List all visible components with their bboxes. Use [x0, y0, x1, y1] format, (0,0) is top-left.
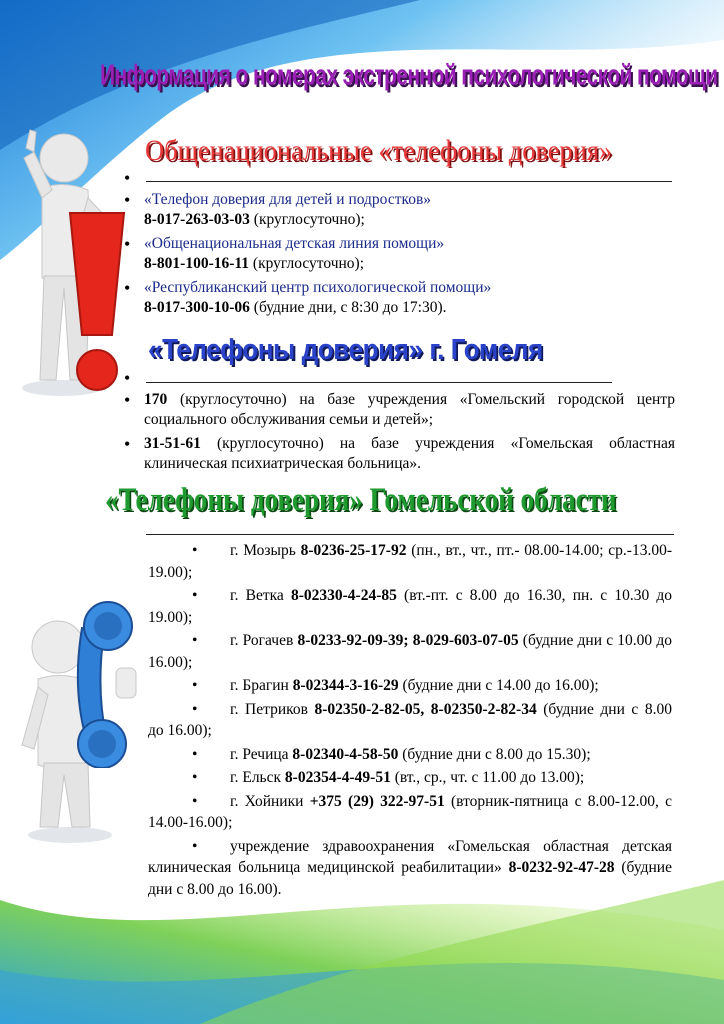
org-name: • «Общенациональная детская линия помощи» [144, 235, 445, 252]
phone-number: 8-02344-3-16-29 [292, 677, 399, 694]
list-item: • г. Брагин 8-02344-3-16-29 (будние дни с 14.00 до 16.00); [192, 677, 599, 694]
list-item: • г. Речица 8-02340-4-58-50 (будние дни с 8.00 до 15.30); [192, 745, 591, 763]
city-name: г. Петриков [230, 700, 315, 718]
section-heading-national: Общенациональные «телефоны доверия» [145, 134, 613, 167]
phone-note: (будние дни с 14.00 до 16.00); [398, 677, 599, 694]
phone-note: (будние дни с 10.00 до 16.00); [148, 632, 672, 671]
list-item [120, 278, 675, 318]
list-item: • учреждение здравоохранения «Гомельская областная детская клиническая больница медицинской реабилитации» 8-0232-92-47-28 (будние дни с 8.00 до 16.00). [148, 837, 672, 898]
phone-note: (будние дни с 8.00 до 16.00); [148, 700, 672, 739]
gomel-city-hotline-list [120, 368, 675, 478]
phone-note: (круглосуточно) на базе учреждения «Гомельская областная клиническая психиатрическая больница». [144, 435, 675, 472]
phone-number: 31-51-61 [144, 435, 201, 452]
phone-number: 8-0233-92-09-39; 8-029-603-07-05 [297, 632, 519, 649]
phone-note: (вт.-пт. с 8.00 до 16.30, пн. с 10.30 до 19.00); [148, 587, 673, 626]
national-hotline-list [120, 168, 675, 322]
section-heading-gomel-region: «Телефоны доверия» Гомельской области [105, 482, 617, 518]
city-name: г. Ветка [230, 587, 291, 604]
phone-number: 8-02340-4-58-50 [292, 745, 399, 763]
phone-note: (будние дни, с 8:30 до 17:30). [249, 299, 447, 316]
city-name: учреждение здравоохранения «Гомельская областная детская клиническая больница медицинской реабилитации» [148, 837, 672, 876]
list-item [120, 234, 675, 274]
list-item: • г. Рогачев 8-0233-92-09-39; 8-029-603-07-05 (будние дни с 10.00 до 16.00); [148, 632, 672, 671]
list-item [120, 434, 675, 474]
city-name: г. Рогачев [230, 632, 298, 649]
phone-note: (круглосуточно) на базе учреждения «Гомельский городской центр социального обслуживания семьи и детей»; [144, 391, 675, 428]
org-name: • «Республиканский центр психологической помощи» [144, 279, 492, 296]
list-item [120, 168, 675, 186]
phone-note: (круглосуточно); [249, 255, 365, 272]
main-title: Информация о номерах экстренной психологической помощи [100, 60, 718, 92]
phone-note: (пн., вт., чт., пт.- 08.00-14.00; ср.-13.00-19.00); [148, 542, 672, 581]
phone-number: 8-0236-25-17-92 [300, 542, 407, 559]
phone-note: (вторник-пятница с 8.00-12.00, с 14.00-16.00); [148, 792, 672, 831]
list-item: • г. Ветка 8-02330-4-24-85 (вт.-пт. с 8.00 до 16.30, пн. с 10.30 до 19.00); [148, 587, 673, 626]
phone-number: 8-02330-4-24-85 [290, 587, 397, 604]
city-name: г. Мозырь [230, 542, 301, 559]
section-heading-gomel-city: «Телефоны доверия» г. Гомеля [148, 334, 543, 366]
phone-number: 170 [144, 391, 168, 408]
gomel-region-hotline-list [148, 540, 672, 902]
list-item [120, 390, 675, 430]
phone-number: 8-02354-4-49-51 [284, 769, 391, 786]
phone-number: 8-0232-92-47-28 [508, 859, 615, 876]
city-name: г. Ельск [230, 769, 285, 786]
city-name: г. Брагин [230, 677, 293, 694]
phone-number: 8-017-300-10-06 [144, 299, 250, 316]
list-item: • г. Петриков 8-02350-2-82-05, 8-02350-2-82-34 (будние дни с 8.00 до 16.00); [148, 700, 672, 739]
phone-number: 8-801-100-16-11 [144, 255, 250, 272]
city-name: г. Хойники [230, 792, 310, 810]
org-name: • «Телефон доверия для детей и подростков» [144, 191, 432, 208]
city-name: г. Речица [230, 745, 293, 763]
list-item [120, 368, 675, 386]
phone-note: (вт., ср., чт. с 11.00 до 13.00); [390, 769, 585, 786]
phone-note: (будние дни с 8.00 до 16.00). [148, 859, 672, 898]
phone-note: (будние дни с 8.00 до 15.30); [398, 745, 591, 763]
section-divider [146, 534, 674, 535]
phone-note: (круглосуточно); [249, 211, 365, 228]
list-item: • г. Хойники +375 (29) 322-97-51 (вторник-пятница с 8.00-12.00, с 14.00-16.00); [148, 792, 672, 831]
list-item: • г. Мозырь 8-0236-25-17-92 (пн., вт., чт., пт.- 08.00-14.00; ср.-13.00-19.00); [148, 542, 672, 581]
phone-number: 8-02350-2-82-05, 8-02350-2-82-34 [314, 700, 537, 718]
phone-number: 8-017-263-03-03 [144, 211, 250, 228]
list-item: • г. Ельск 8-02354-4-49-51 (вт., ср., чт. с 11.00 до 13.00); [192, 769, 585, 786]
phone-number: +375 (29) 322-97-51 [309, 792, 445, 810]
list-item [120, 190, 675, 230]
